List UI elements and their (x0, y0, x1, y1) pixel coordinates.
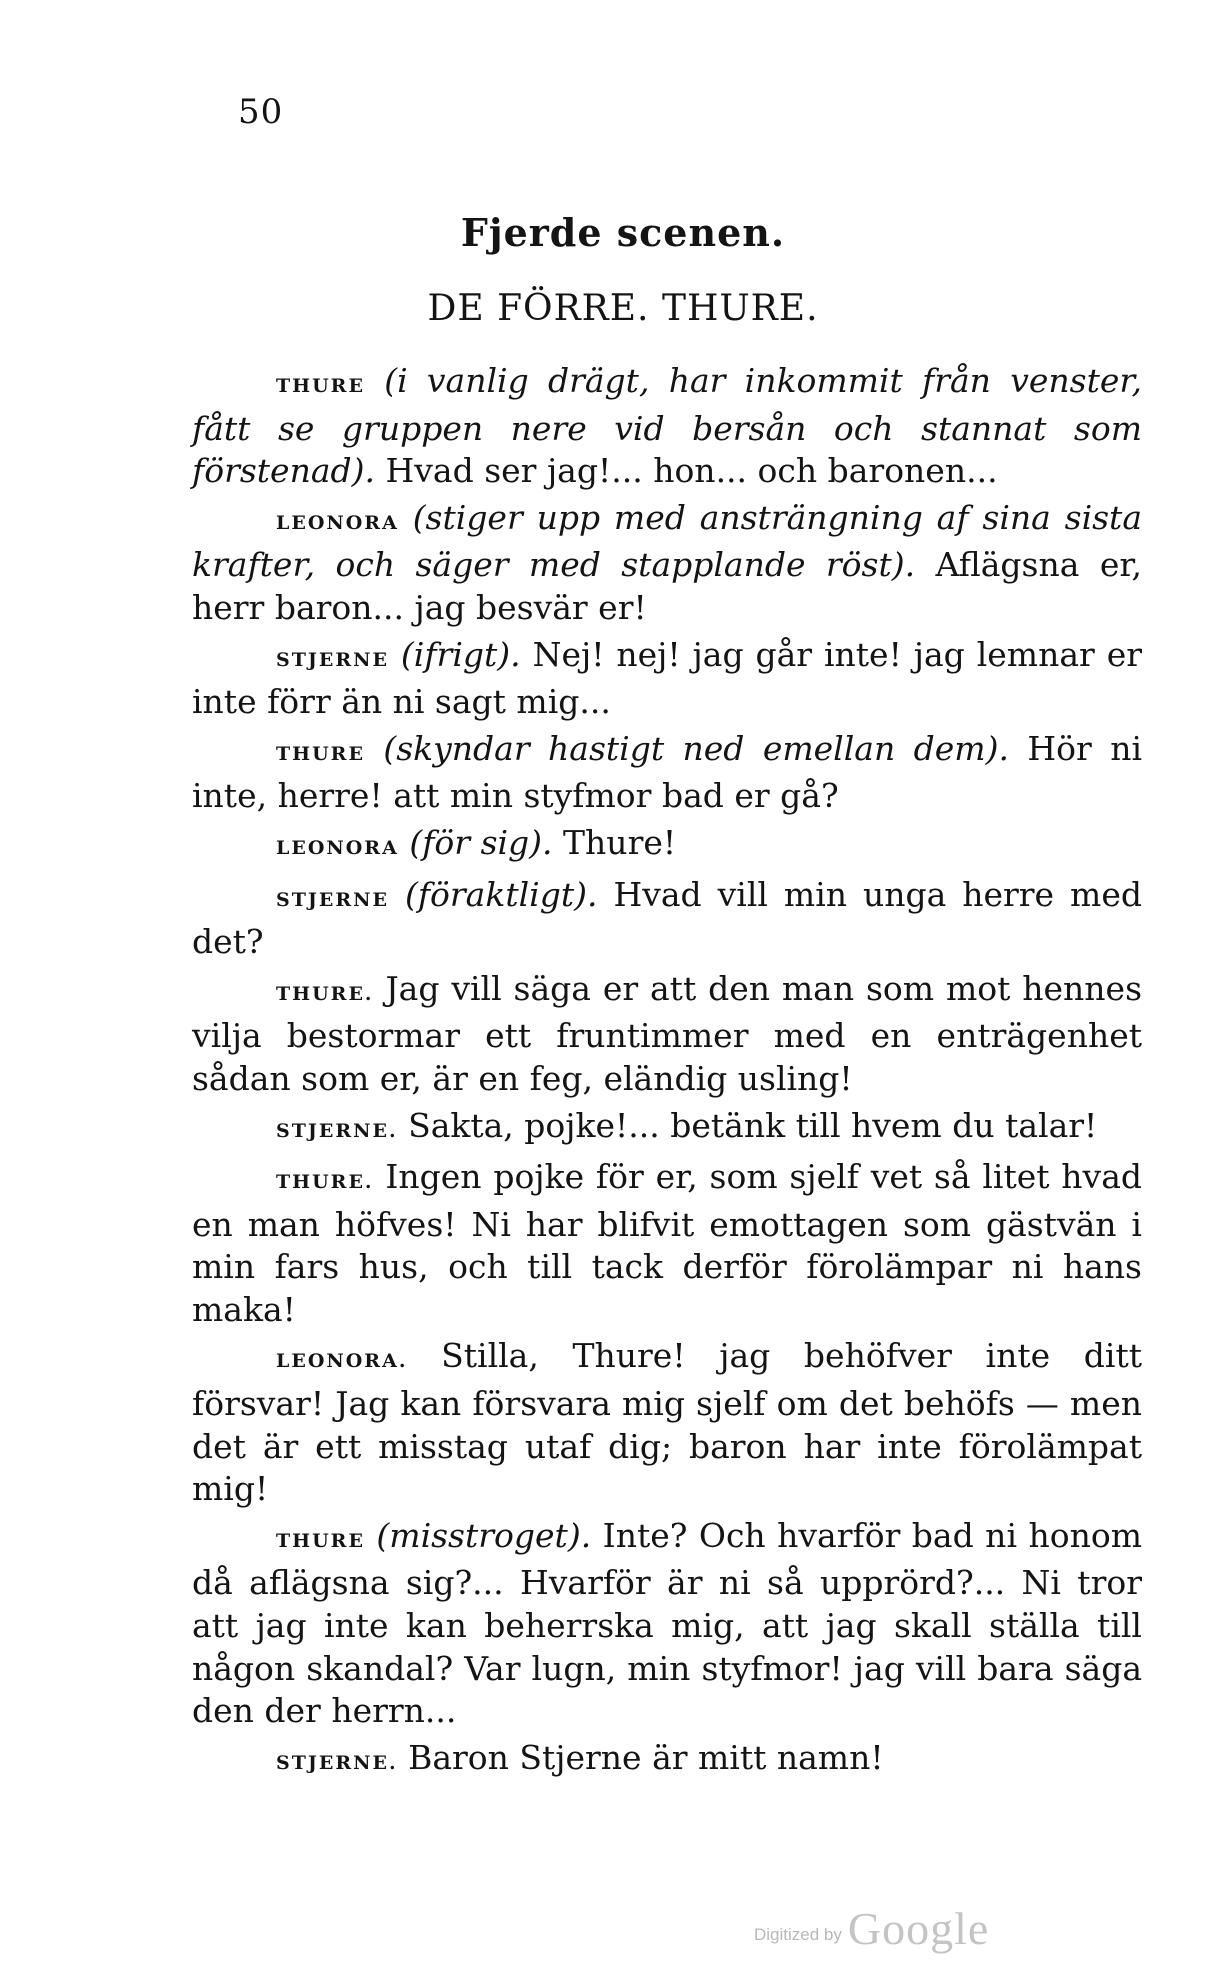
speaker-name: THURE. (276, 982, 374, 1005)
speech (192, 968, 1142, 1101)
speech (192, 634, 1142, 724)
scene-title: Fjerde scenen. (460, 210, 786, 255)
speaker-name: LEONORA (276, 836, 399, 859)
speech (192, 1335, 1142, 1510)
speech-text: Hör ni inte, herre! att min styfmor bad er gå? (192, 728, 1143, 816)
speech (192, 822, 1142, 870)
speech-text: Sakta, pojke!... betänk till hvem du talar! (408, 1105, 1098, 1145)
speech-text: Stilla, Thure! jag behöfver inte ditt försvar! Jag kan försvara mig sjelf om det behöfs — men det är ett misstag utaf dig; baron har inte förolämpat mig! (192, 1336, 1142, 1509)
speech (192, 728, 1142, 818)
speech (192, 1515, 1142, 1733)
stage-direction: (misstroget). (376, 1515, 592, 1555)
speaker-name: THURE (276, 1529, 365, 1552)
speech (192, 497, 1142, 630)
stage-direction: (stiger upp med ansträngning af sina sista krafter, och säger med stapplande röst). (192, 497, 1142, 585)
google-logo: Google (847, 1903, 990, 1954)
page-number: 50 (238, 92, 284, 132)
speech-text: Hvad vill min unga herre med det? (192, 874, 1142, 962)
speech (192, 360, 1142, 493)
characters-line: DE FÖRRE. THURE. (427, 288, 819, 329)
speaker-name: THURE. (276, 1171, 374, 1194)
speaker-name: STJERNE. (276, 1119, 398, 1142)
stage-direction: (föraktligt). (404, 874, 598, 914)
speech-text: Jag vill säga er att den man som mot hennes vilja bestormar ett fruntimmer med en enträgenhet sådan som er, är en feg, eländig usling! (192, 968, 1142, 1098)
stage-direction: (ifrigt). (400, 634, 521, 674)
speech (192, 874, 1142, 964)
speech-text: Ingen pojke för er, som sjelf vet så litet hvad en man höfves! Ni har blifvit emottagen som gästvän i min fars hus, och till tack derför förolämpar ni hans maka! (192, 1157, 1142, 1329)
speech-text: Baron Stjerne är mitt namn! (408, 1737, 884, 1777)
stage-direction: (för sig). (409, 822, 553, 862)
speaker-name: THURE (276, 742, 365, 765)
speech-text: Aflägsna er, herr baron... jag besvär er! (192, 545, 1142, 627)
speech (192, 1737, 1142, 1785)
speech-text: Thure! (563, 822, 677, 862)
stage-direction: (skyndar hastigt ned emellan dem). (383, 728, 1009, 768)
stage-direction: (i vanlig drägt, har inkommit från venster, fått se gruppen nere vid bersån och stannat som förstenad). (192, 361, 1142, 491)
speaker-name: STJERNE (276, 888, 389, 911)
speech (192, 1156, 1142, 1331)
speaker-name: LEONORA. (276, 1350, 408, 1373)
speaker-name: LEONORA (276, 511, 399, 534)
speech-text: Nej! nej! jag går inte! jag lemnar er inte förr än ni sagt mig... (192, 634, 1142, 722)
speech (192, 1105, 1142, 1153)
watermark-prefix: Digitized by (754, 1925, 842, 1944)
speaker-name: THURE (276, 375, 365, 397)
speech-text: Hvad ser jag!... hon... och baronen... (385, 451, 998, 491)
digitized-by-watermark (754, 1902, 989, 1955)
speaker-name: STJERNE. (276, 1751, 398, 1774)
speech-text: Inte? Och hvarför bad ni honom då aflägsna sig?... Hvarför är ni så upprörd?... Ni tror att jag inte kan beherrska mig, att jag skall ställa till någon skandal? Var lugn, min styfmor! jag vill bara säga den der herrn... (192, 1515, 1142, 1731)
dialogue (192, 360, 1142, 1788)
speaker-name: STJERNE (276, 648, 389, 671)
